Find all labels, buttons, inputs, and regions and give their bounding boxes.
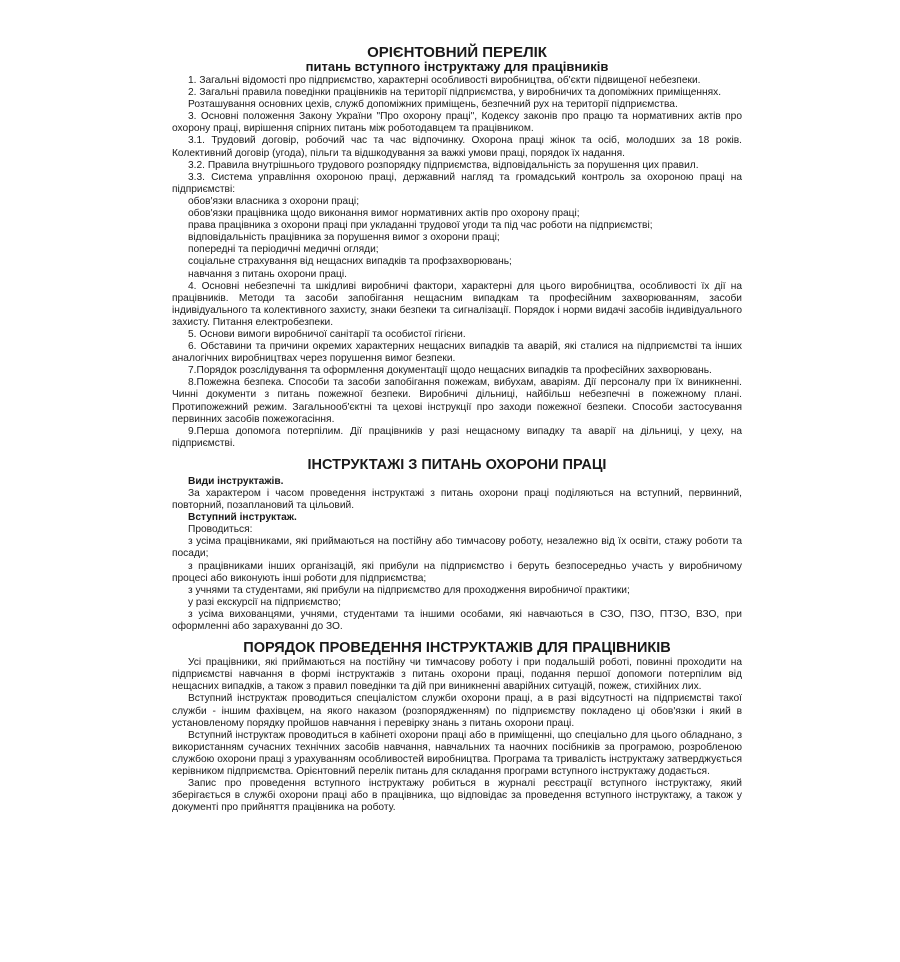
section1-title: ОРІЄНТОВНИЙ ПЕРЕЛІК: [367, 44, 547, 61]
section2-title: ІНСТРУКТАЖІ З ПИТАНЬ ОХОРОНИ ПРАЦІ: [307, 456, 607, 473]
section1-paragraph: 2. Загальні правила поведінки працівників на території підприємства, у виробничих та допоміжних приміщеннях.: [188, 87, 722, 99]
section1-paragraph: 7.Порядок розслідування та оформлення документації щодо нещасних випадків та професійних захворювань.: [188, 365, 712, 377]
section2-paragraph: Проводиться:: [188, 524, 253, 536]
section1-paragraph: 4. Основні небезпечні та шкідливі виробничі фактори, характерні для цього виробництва, особливості їх дії на працівників. Методи та засоби запобігання нещасним випадкам та професійним захворюванням, засоби індивідуального та колективного захисту, знаки безпеки та сигналізації. Порядок і норми видачі засобів індивідуального захисту. Питання електробезпеки.: [172, 280, 742, 328]
section1-paragraph: обов'язки власника з охорони праці;: [188, 195, 360, 207]
section1-paragraph: попередні та періодичні медичні огляди;: [188, 244, 379, 256]
section3-paragraph: Вступний інструктаж проводиться спеціалістом служби охорони праці, а в разі відсутності на підприємстві такої служби - іншим фахівцем, на якого наказом (розпорядженням) по підприємству покладено ці обов'язки і який в установленому порядку пройшов навчання і перевірку знань з питань охорони праці.: [172, 693, 742, 729]
section2-paragraph: у разі екскурсії на підприємство;: [188, 596, 341, 608]
section2-body: [172, 476, 742, 633]
section1-paragraph: права працівника з охорони праці при укладанні трудової угоди та під час роботи на підприємстві;: [188, 220, 653, 232]
section1-subtitle: питань вступного інструктажу для працівників: [305, 59, 609, 74]
section1-body: [172, 75, 742, 450]
document-page: [172, 46, 742, 814]
section1-paragraph: 3. Основні положення Закону України "Про охорону праці", Кодексу законів про працю та нормативних актів про охорону праці, вирішення спірних питань між роботодавцем та працівником.: [172, 111, 742, 135]
section1-paragraph: 9.Перша допомога потерпілим. Дії працівників у разі нещасному випадку та аварії на дільниці, у цеху, на підприємстві.: [172, 425, 742, 449]
section1-paragraph: відповідальність працівника за порушення вимог з охорони праці;: [188, 232, 500, 244]
section2-paragraph: з учнями та студентами, які прибули на підприємство для проходження виробничої практики;: [188, 584, 630, 596]
section2-paragraph: За характером і часом проведення інструктажі з питань охорони праці поділяються на вступний, первинний, повторний, позаплановий та цільовий.: [172, 488, 742, 512]
section3-title: ПОРЯДОК ПРОВЕДЕННЯ ІНСТРУКТАЖІВ ДЛЯ ПРАЦІВНИКІВ: [243, 640, 671, 657]
section3-paragraph: Вступний інструктаж проводиться в кабінеті охорони праці або в приміщенні, що спеціально для цього обладнано, з використанням сучасних технічних засобів навчання, навчальних та наочних посібників за програмою, розробленою службою охорони праці з урахуванням особливостей виробництва. Програма та тривалість інструктажу затверджується керівником підприємства. Орієнтовний перелік питань для складання програми вступного інструктажу додається.: [172, 729, 742, 777]
section1-paragraph: 3.3. Система управління охороною праці, державний нагляд та громадський контроль за охороною праці на підприємстві:: [172, 171, 742, 195]
section2-paragraph: з усіма вихованцями, учнями, студентами та іншими особами, які навчаються в СЗО, ПЗО, ПТЗО, ВЗО, при оформленні або зарахуванні до ЗО.: [172, 608, 742, 633]
section2-paragraph: з усіма працівниками, які приймаються на постійну або тимчасову роботу, незалежно від їх освіти, стажу роботи та посади;: [172, 536, 742, 560]
section1-paragraph: 3.2. Правила внутрішнього трудового розпорядку підприємства, відповідальність за порушення цих правил.: [188, 159, 699, 171]
section1-paragraph: 6. Обставини та причини окремих характерних нещасних випадків та аварій, які сталися на підприємстві та інших аналогічних виробництвах через порушення вимог безпеки.: [172, 341, 742, 365]
section3-paragraph: Усі працівники, які приймаються на постійну чи тимчасову роботу і при подальшій роботі, повинні проходити на підприємстві навчання в формі інструктажів з питань охорони праці, подання першої допомоги потерпілим від нещасних випадків, а також з правил поведінки та дій при виникненні аварійних ситуацій, пожеж, стихійних лих.: [172, 657, 742, 693]
section2-paragraph: Вступний інструктаж.: [188, 512, 297, 524]
section1-paragraph: 3.1. Трудовий договір, робочий час та час відпочинку. Охорона праці жінок та осіб, молодших за 18 років. Колективний договір (угода), пільги та відшкодування за важкі умови праці, порядок їх надання.: [172, 135, 742, 159]
section1-paragraph: обов'язки працівника щодо виконання вимог нормативних актів про охорону праці;: [188, 208, 580, 220]
section1-paragraph: навчання з питань охорони праці.: [188, 268, 347, 280]
section2-paragraph: Види інструктажів.: [188, 475, 284, 487]
section1-paragraph: 5. Основи вимоги виробничої санітарії та особистої гігієни.: [188, 328, 466, 340]
section1-paragraph: соціальне страхування від нещасних випадків та профзахворювань;: [188, 256, 512, 268]
section3-body: [172, 657, 742, 814]
section1-paragraph: 8.Пожежна безпека. Способи та засоби запобігання пожежам, вибухам, аваріям. Дії персоналу при їх виникненні. Чинні документи з питань пожежної безпеки. Виробничі дільниці, найбільш небезпечні в пожежному плані. Протипожежний режим. Загальнооб'єктні та цехові інструкції про заходи пожежної безпеки. Способи застосування первинних засобів пожежогасіння.: [172, 377, 742, 425]
section1-paragraph: Розташування основних цехів, служб допоміжних приміщень, безпечний рух на території підприємства.: [188, 99, 678, 111]
section3-paragraph: Запис про проведення вступного інструктажу робиться в журналі реєстрації вступного інструктажу, який зберігається в службі охорони праці або в працівника, що відповідає за проведення вступного інструктажу, а також у документі про прийняття працівника на роботу.: [172, 778, 742, 814]
section1-paragraph: 1. Загальні відомості про підприємство, характерні особливості виробництва, об'єкти підвищеної небезпеки.: [188, 75, 701, 86]
section2-paragraph: з працівниками інших організацій, які прибули на підприємство і беруть безпосередньо участь у виробничому процесі або виконують інші роботи для підприємства;: [172, 560, 742, 584]
